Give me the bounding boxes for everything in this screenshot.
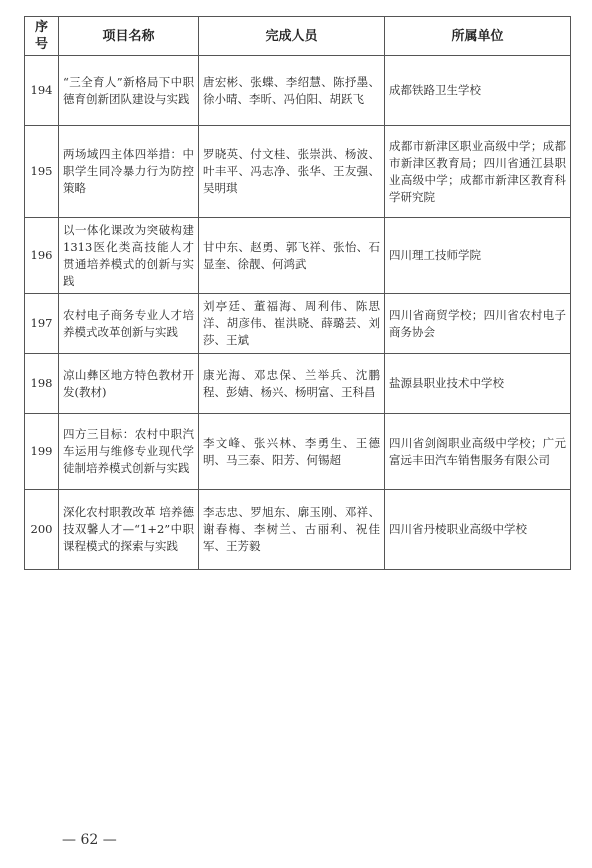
- row-unit: 四川省商贸学校；四川省农村电子商务协会: [385, 294, 571, 354]
- row-project-name: 凉山彝区地方特色教材开发(教材): [59, 354, 199, 414]
- header-project-name: 项目名称: [59, 17, 199, 56]
- table-row: [25, 56, 571, 126]
- table-row: [25, 294, 571, 354]
- row-members: 李志忠、罗旭东、廓玉刚、邓祥、谢春梅、李树兰、古丽利、祝佳军、王芳毅: [199, 490, 385, 570]
- table-row: [25, 354, 571, 414]
- row-project-name: 四方三目标：农村中职汽车运用与维修专业现代学徒制培养模式创新与实践: [59, 414, 199, 490]
- row-unit: 盐源县职业技术中学校: [385, 354, 571, 414]
- page-number: — 62 —: [62, 832, 117, 848]
- row-project-name: 深化农村职教改革 培养德技双馨人才—“1+2”中职课程模式的探索与实践: [59, 490, 199, 570]
- project-table: [24, 16, 571, 570]
- row-unit: 四川理工技师学院: [385, 218, 571, 294]
- document-page: [24, 16, 570, 570]
- header-unit: 所属单位: [385, 17, 571, 56]
- row-members: 甘中东、赵勇、郭飞祥、张怡、石显奎、徐靓、何鸿武: [199, 218, 385, 294]
- row-project-name: 以一体化课改为突破构建1313医化类高技能人才贯通培养模式的创新与实践: [59, 218, 199, 294]
- row-no: 194: [25, 56, 59, 126]
- row-project-name: “三全育人”新格局下中职德育创新团队建设与实践: [59, 56, 199, 126]
- row-no: 199: [25, 414, 59, 490]
- row-members: 李文峰、张兴林、李勇生、王德明、马三泰、阳芳、何锡超: [199, 414, 385, 490]
- row-members: 康光海、邓忠保、兰举兵、沈鹏程、彭婧、杨兴、杨明富、王科昌: [199, 354, 385, 414]
- row-members: 刘亭廷、董福海、周利伟、陈思洋、胡彦伟、崔洪晓、薛璐芸、刘莎、王斌: [199, 294, 385, 354]
- table-row: [25, 414, 571, 490]
- table-row: [25, 218, 571, 294]
- row-project-name: 两场域四主体四举措：中职学生同冷暴力行为防控策略: [59, 126, 199, 218]
- row-unit: 四川省丹棱职业高级中学校: [385, 490, 571, 570]
- row-members: 罗晓英、付文桂、张崇洪、杨波、叶丰平、冯志净、张华、王友强、吴明琪: [199, 126, 385, 218]
- row-project-name: 农村电子商务专业人才培养模式改革创新与实践: [59, 294, 199, 354]
- row-no: 195: [25, 126, 59, 218]
- table-header-row: [25, 17, 571, 56]
- row-no: 196: [25, 218, 59, 294]
- row-unit: 成都市新津区职业高级中学；成都市新津区教育局；四川省通江县职业高级中学；成都市新津区教育科学研究院: [385, 126, 571, 218]
- row-unit: 成都铁路卫生学校: [385, 56, 571, 126]
- row-no: 200: [25, 490, 59, 570]
- row-unit: 四川省剑阁职业高级中学校；广元富远丰田汽车销售服务有限公司: [385, 414, 571, 490]
- header-no: 序号: [25, 17, 59, 56]
- row-no: 197: [25, 294, 59, 354]
- row-no: 198: [25, 354, 59, 414]
- row-members: 唐宏彬、张蝶、李绍慧、陈抒墨、徐小晴、李昕、冯伯阳、胡跃飞: [199, 56, 385, 126]
- header-members: 完成人员: [199, 17, 385, 56]
- table-row: [25, 126, 571, 218]
- table-row: [25, 490, 571, 570]
